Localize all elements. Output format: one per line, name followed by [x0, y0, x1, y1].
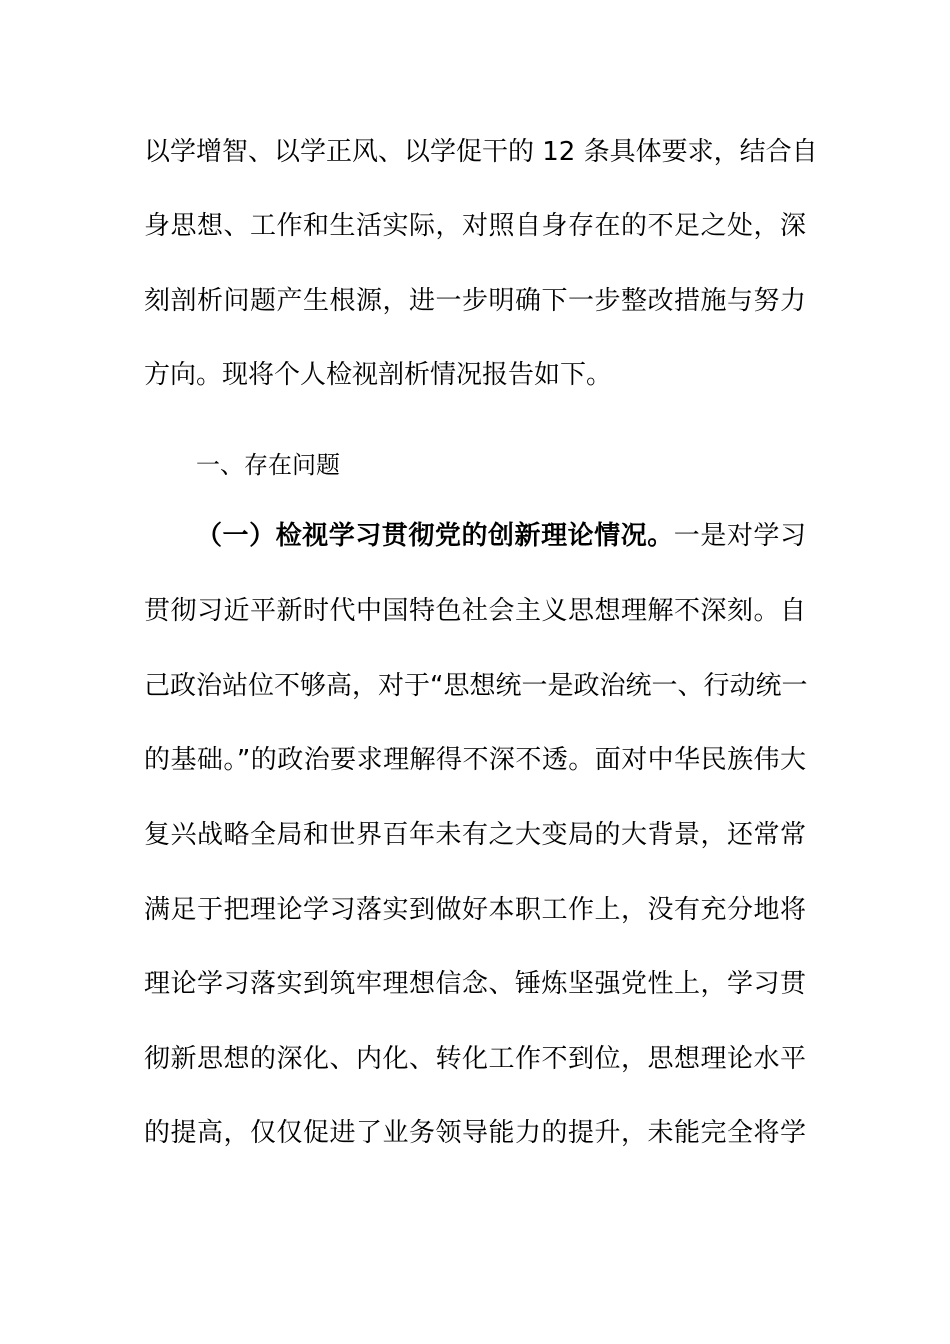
subsection-title: （一）检视学习贯彻党的创新理论情况。 — [196, 521, 674, 551]
section-heading: 一、存在问题 — [196, 451, 340, 479]
subsection-first-line — [196, 518, 806, 554]
body-text-line: 的基础。”的政治要求理解得不深不透。面对中华民族伟大 — [144, 745, 806, 775]
body-text-line: 身思想、工作和生活实际，对照自身存在的不足之处，深 — [144, 211, 806, 241]
subsection-first-line-rest: 一是对学习 — [673, 521, 806, 551]
body-text-line: 的提高，仅仅促进了业务领导能力的提升，未能完全将学 — [144, 1118, 806, 1148]
body-text-line: 以学增智、以学正风、以学促干的 12 条具体要求，结合自 — [144, 137, 818, 167]
body-text-line: 刻剖析问题产生根源，进一步明确下一步整改措施与努力 — [144, 286, 806, 316]
body-text-line: 理论学习落实到筑牢理想信念、锤炼坚强党性上，学习贯 — [144, 969, 806, 999]
body-text-line: 贯彻习近平新时代中国特色社会主义思想理解不深刻。自 — [144, 596, 806, 626]
body-text-line: 己政治站位不够高，对于“思想统一是政治统一、行动统一 — [144, 671, 808, 701]
body-text-line: 满足于把理论学习落实到做好本职工作上，没有充分地将 — [144, 895, 806, 925]
body-text-line: 彻新思想的深化、内化、转化工作不到位，思想理论水平 — [144, 1044, 806, 1074]
body-text-line: 复兴战略全局和世界百年未有之大变局的大背景，还常常 — [144, 820, 806, 850]
body-text-line: 方向。现将个人检视剖析情况报告如下。 — [144, 360, 613, 390]
